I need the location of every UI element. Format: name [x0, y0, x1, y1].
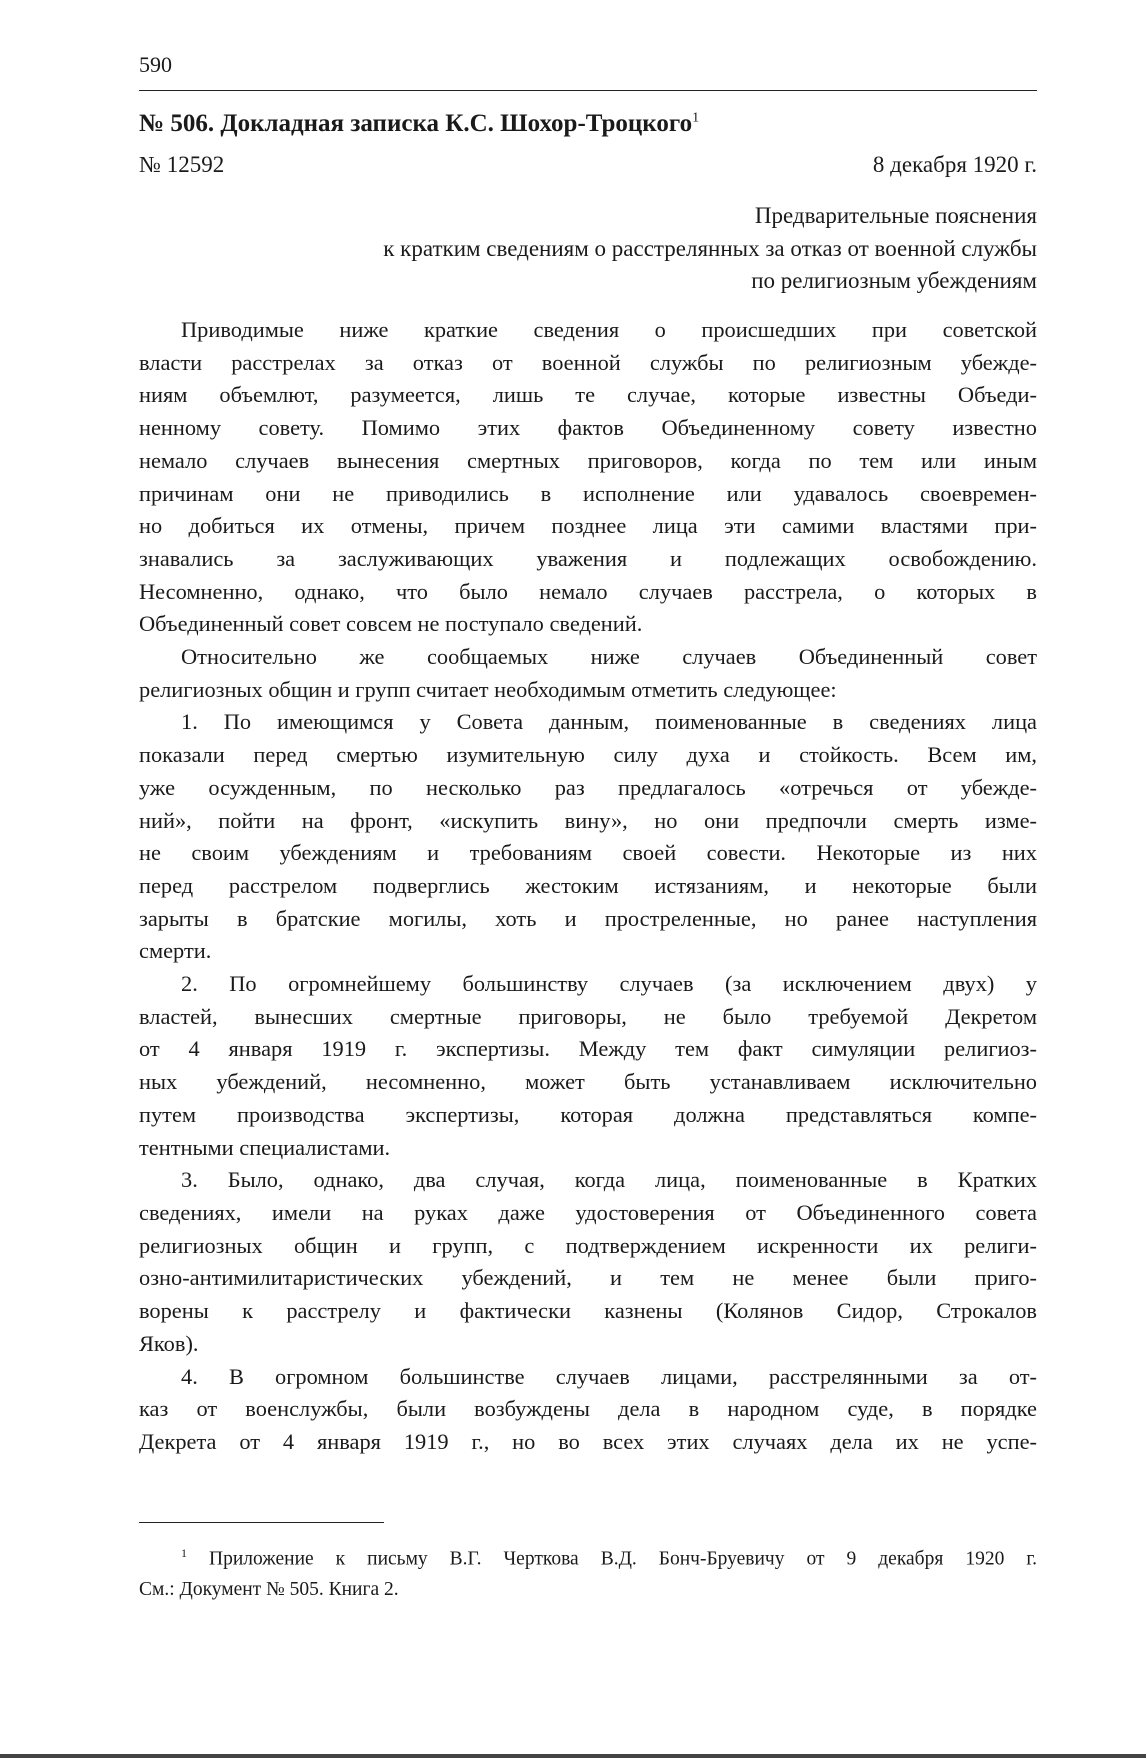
subtitle-line: Предварительные пояснения — [754, 203, 1037, 228]
paragraph — [139, 641, 1037, 706]
text-line: Объединенный совет совсем не поступало сведений. — [139, 611, 643, 637]
text-line: 3. Было, однако, два случая, когда лица, поименованные в Кратких — [181, 1167, 1037, 1193]
text-line: причинам они не приводились в исполнение или удавалось своевремен- — [139, 480, 1037, 506]
footnote-mark: 1 — [692, 110, 700, 126]
text-line: 2. По огромнейшему большинству случаев (за исключением двух) у — [181, 971, 1037, 997]
footnote-rule — [139, 1522, 384, 1523]
text-line: 1. По имеющимся у Совета данным, поименованные в сведениях лица — [181, 709, 1037, 735]
text-line: Приводимые ниже краткие сведения о происшедших при советской — [181, 317, 1037, 342]
body-text — [139, 314, 1037, 1459]
text-line: не своим убеждениям и требованиям своей совести. Некоторые из них — [139, 840, 1037, 866]
text-line: Относительно же сообщаемых ниже случаев Объединенный совет — [181, 644, 1037, 670]
text-line: показали перед смертью изумительную силу духа и стойкость. Всем им, — [139, 742, 1037, 768]
footnote — [139, 1538, 1037, 1605]
header-rule — [139, 90, 1037, 91]
text-line: но добиться их отмены, причем позднее лица эти самими властями при- — [139, 513, 1037, 539]
paragraph — [139, 314, 1037, 641]
text-line: Несомненно, однако, что было немало случаев расстрела, о которых в — [139, 578, 1037, 604]
text-line: от 4 января 1919 г. экспертизы. Между тем факт симуляции религиоз- — [139, 1036, 1037, 1062]
text-line: ниям объемлют, разумеется, лишь те случае, которые известны Объеди- — [139, 382, 1037, 408]
subtitle-line: к кратким сведениям о расстрелянных за отказ от военной службы — [383, 235, 1037, 261]
paragraph — [139, 968, 1037, 1164]
text-line: путем производства экспертизы, которая должна представляться компе- — [139, 1101, 1037, 1127]
text-line: религиозных общин и групп, с подтверждением искренности их религи- — [139, 1232, 1037, 1258]
text-line: каз от военслужбы, были возбуждены дела в народном суде, в порядке — [139, 1396, 1037, 1422]
text-line: власти расстрелах за отказ от военной службы по религиозным убежде- — [139, 349, 1037, 375]
footnote-line: См.: Документ № 505. Книга 2. — [139, 1578, 399, 1600]
text-line: Яков). — [139, 1330, 199, 1356]
text-line: ворены к расстрелу и фактически казнены (Колянов Сидор, Строкалов — [139, 1298, 1037, 1324]
text-line: тентными специалистами. — [139, 1134, 391, 1160]
paragraph — [139, 1361, 1037, 1459]
text-line: зарыты в братские могилы, хоть и простреленные, но ранее наступления — [139, 905, 1037, 931]
text-line: Декрета от 4 января 1919 г., но во всех этих случаях дела их не успе- — [139, 1428, 1037, 1454]
text-line: перед расстрелом подверглись жестоким истязаниям, и некоторые были — [139, 872, 1037, 898]
scan-edge — [0, 1754, 1146, 1758]
document-date: 8 декабря 1920 г. — [872, 152, 1037, 177]
text-line: знавались за заслуживающих уважения и подлежащих освобождению. — [139, 545, 1037, 571]
text-line: смерти. — [139, 938, 212, 964]
document-number: № 12592 — [139, 152, 225, 177]
text-line: ний», пойти на фронт, «искупить вину», но они предпочли смерть изме- — [139, 807, 1037, 833]
paragraph — [139, 706, 1037, 968]
page-number: 590 — [139, 52, 172, 77]
document-title — [139, 110, 1037, 138]
text-line: религиозных общин и групп считает необходимым отметить следующее: — [139, 676, 837, 702]
text-line: сведениях, имели на руках даже удостоверения от Объединенного совета — [139, 1199, 1037, 1225]
text-line: 4. В огромном большинстве случаев лицами, расстрелянными за от- — [181, 1363, 1037, 1389]
text-line: уже осужденным, по несколько раз предлагалось «отречься от убежде- — [139, 774, 1037, 800]
text-line: немало случаев вынесения смертных приговоров, когда по тем или иным — [139, 447, 1037, 473]
text-line: озно-антимилитаристических убеждений, и тем не менее были приго- — [139, 1265, 1037, 1291]
subtitle-line: по религиозным убеждениям — [751, 268, 1037, 293]
document-meta — [139, 152, 1037, 178]
title-text: № 506. Докладная записка К.С. Шохор-Троцкого — [139, 110, 693, 137]
footnote-line: $^1$ Приложение к письму В.Г. Черткова В.Д. Бонч-Бруевичу от 9 декабря 1920 г. — [181, 1546, 1037, 1570]
subtitle — [139, 200, 1037, 298]
paragraph — [139, 1164, 1037, 1360]
text-line: ных убеждений, несомненно, может быть устанавливаем исключительно — [139, 1069, 1037, 1095]
text-line: властей, вынесших смертные приговоры, не было требуемой Декретом — [139, 1003, 1037, 1029]
footnote-number: 1 — [181, 1546, 187, 1560]
text-line: ненному совету. Помимо этих фактов Объединенному совету известно — [139, 415, 1037, 441]
